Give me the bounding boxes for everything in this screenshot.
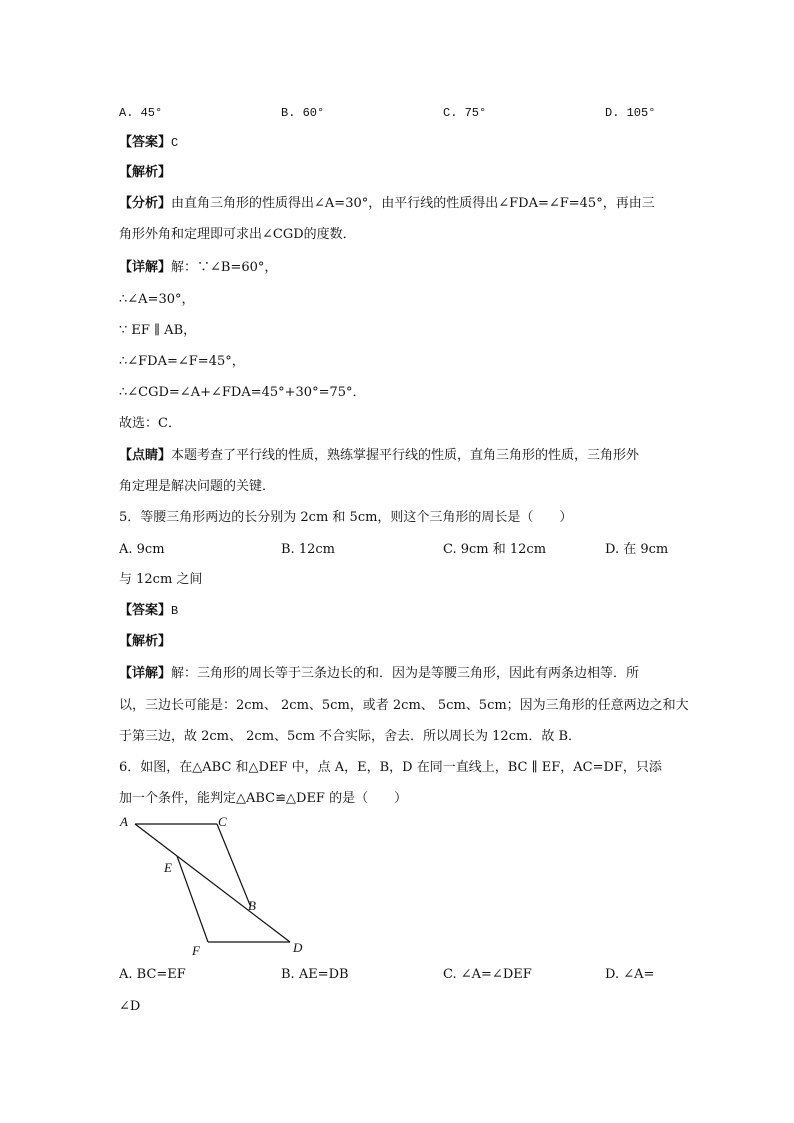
- step-1: 解：∵∠B=60°，: [171, 260, 278, 275]
- answer-value: B: [171, 604, 179, 618]
- q4-option-a: A. 45°: [119, 106, 163, 120]
- segment-cb: [217, 824, 250, 905]
- q4-dianjing-line2: 角定理是解决问题的关键．: [119, 479, 276, 494]
- step-2: ∴∠A=30°，: [119, 292, 195, 307]
- q5-option-b: B. 12cm: [281, 542, 335, 557]
- segment-ef: [177, 856, 208, 942]
- q5-option-d: D. 在 9cm: [605, 542, 669, 557]
- label-b: B: [248, 898, 256, 913]
- label-d: D: [293, 940, 303, 955]
- q6-option-a: A. BC=EF: [119, 967, 186, 982]
- q5-stem: 5．等腰三角形两边的长分别为 2cm 和 5cm，则这个三角形的周长是（ ）: [119, 510, 573, 525]
- q6-stem-line2: 加一个条件，能判定△ABC≌△DEF 的是（ ）: [119, 791, 408, 806]
- q6-option-b: B. AE=DB: [281, 967, 349, 982]
- label-e: E: [164, 860, 172, 875]
- xiangjie-text: 解：三角形的周长等于三条边长的和．因为是等腰三角形，因此有两条边相等．所: [171, 666, 640, 681]
- q4-fenxi-line1: [119, 194, 655, 214]
- q5-xiangjie-line2: 以，三边长可能是：2cm、 2cm、5cm，或者 2cm、 5cm、5cm；因为三角形的任意两边之和大: [119, 698, 689, 713]
- answer-value: C: [171, 136, 179, 150]
- fenxi-text: 由直角三角形的性质得出∠A=30°，由平行线的性质得出∠FDA=∠F=45°，再由三: [171, 196, 655, 211]
- q5-option-d-wrap: 与 12cm 之间: [119, 572, 203, 587]
- q6-option-c: C. ∠A=∠DEF: [443, 967, 532, 982]
- q4-xiangjie-line: [119, 258, 277, 278]
- q5-analysis-tag: 【解析】: [119, 634, 172, 649]
- dianjing-text: 本题考查了平行线的性质，熟练掌握平行线的性质，直角三角形的性质，三角形外: [171, 448, 640, 463]
- q4-analysis-tag: 【解析】: [119, 165, 172, 180]
- q6-stem-line1: 6．如图，在△ABC 和△DEF 中，点 A，E，B，D 在同一直线上，BC ∥ EF，AC=DF，只添: [119, 760, 662, 775]
- answer-tag: 【答案】: [119, 135, 172, 150]
- q4-option-b: B. 60°: [281, 106, 325, 120]
- q6-figure: [110, 808, 320, 958]
- q5-option-c: C. 9cm 和 12cm: [443, 542, 547, 557]
- dianjing-tag: 【点睛】: [119, 448, 172, 463]
- q5-answer: [119, 601, 178, 621]
- step-3: ∵ EF ∥ AB，: [119, 323, 197, 338]
- label-f: F: [192, 943, 200, 958]
- segment-ad: [135, 824, 290, 942]
- xiangjie-tag: 【详解】: [119, 666, 172, 681]
- xiangjie-tag: 【详解】: [119, 260, 172, 275]
- q4-dianjing-line1: [119, 446, 639, 466]
- q4-conclusion: 故选：C．: [119, 416, 181, 431]
- q5-xiangjie-line1: [119, 664, 639, 684]
- q5-xiangjie-line3: 于第三边，故 2cm、 2cm、5cm 不合实际，舍去．所以周长为 12cm．故 B．: [119, 729, 582, 744]
- step-5: ∴∠CGD=∠A+∠FDA=45°+30°=75°．: [119, 385, 366, 400]
- label-c: C: [218, 814, 227, 829]
- step-4: ∴∠FDA=∠F=45°，: [119, 354, 245, 369]
- q4-answer: [119, 133, 178, 153]
- q4-fenxi-line2: 角形外角和定理即可求出∠CGD的度数．: [119, 227, 356, 242]
- q6-option-d: D. ∠A=: [605, 967, 655, 982]
- q5-option-a: A. 9cm: [119, 542, 165, 557]
- q4-option-c: C. 75°: [443, 106, 487, 120]
- q4-option-d: D. 105°: [605, 106, 656, 120]
- label-a: A: [120, 814, 128, 829]
- answer-tag: 【答案】: [119, 603, 172, 618]
- q6-option-d-wrap: ∠D: [119, 999, 141, 1014]
- fenxi-tag: 【分析】: [119, 196, 172, 211]
